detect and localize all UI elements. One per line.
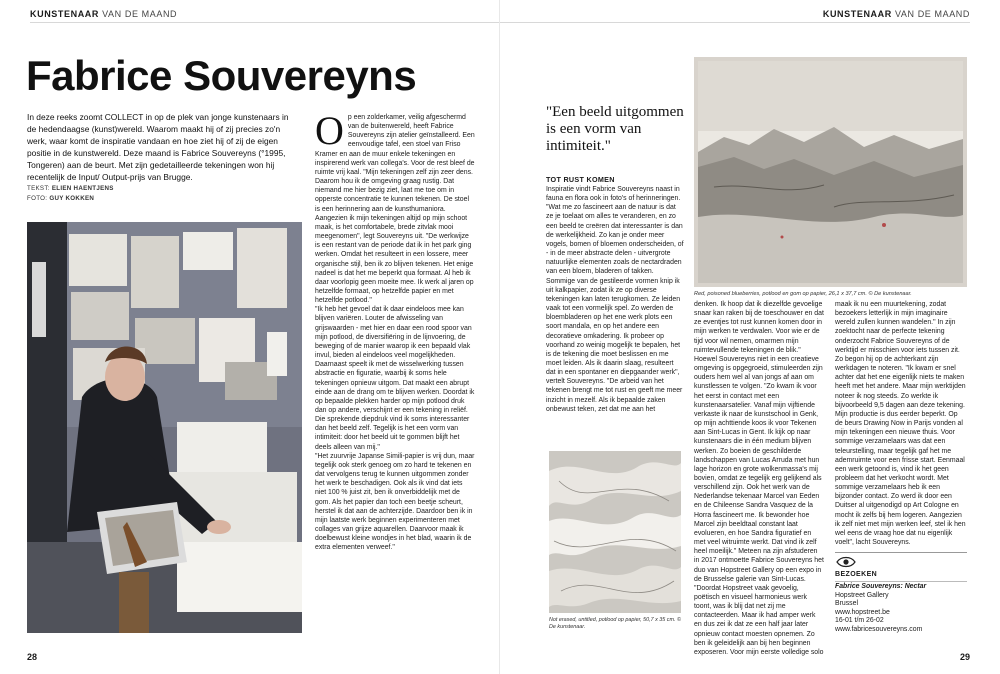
body-paragraph: "Het zuurvrije Japanse Simili-papier is vrij dun, maar tegelijk ook sterk genoeg om zo hard te tekenen en dat vervolgens terug te kunnen uitgommen zonder het werk te beschadigen. Ook als ik vind dat iets niet 100 % juist zit, ben ik onverbiddelijk met de gom. Als het papier dan toch een beetje scheurt, herstel ik dat aan de achterzijde. Daardoor ben ik in mijn laatste werk beginnen experimenteren met collages van grijze aquarellen. Daarvoor maak ik doelbewust kleine wondjes in het blad, waarin ik de extra elementen verweef." — [315, 452, 475, 552]
exhibition-title: Fabrice Souvereyns: Nectar — [835, 583, 927, 590]
artist-portrait-photo — [27, 222, 302, 633]
running-head-light: VAN DE MAAND — [102, 9, 178, 19]
intro-paragraph: In deze reeks zoomt COLLECT in op de plek van jonge kunstenaars in de hedendaagse (kunst)wereld. Waarom maakt hij of zij precies zo'n werk, waar komt de inspiratie vandaan en hoe ziet hij of zij de eigen positie in de kunstwereld. Deze maand is Fabrice Souvereyns (°1995, Tongeren) aan de beurt. Met zijn gedetailleerde tekeningen won hij recentelijk de Input/ Output-prijs van Brugge. — [27, 112, 289, 182]
body-column-2: Inspiratie vindt Fabrice Souvereyns naast in fauna en flora ook in foto's of herinneringen. "Wat me zo fascineert aan de natuur is dat ze je toelaat om alles te veranderen, en zo een beeld te creëren dat interessanter is dan de werkelijkheid. Zo kan je onder meer vogels, bomen of bloemen onderscheiden, of - in de meer abstracte delen - uitvergrote natuurlijke elementen zoals de nectardraden van een bloem, bladeren of takken. Sommige van de gestileerde vormen knip ik uit kalkpapier, zodat ik ze op diverse tekeningen kan laten terugkomen. Ze leiden vaak tot een vormelijk spel. Zo werden de bloembladeren op het ene werk plots een soort mandala, en op het andere een decoratieve omkadering. Ik probeer op voorhand zo weinig mogelijk te bepalen, het is de tekening die moet beslissen en me moet leiden. Als ik daarin slaag, resulteert dat in een spontaner en diepgaander werk", vertelt Souvereyns. "De arbeid van het tekenen brengt me tot rust en geeft me meer inzicht in mezelf. Als ik bepaalde zaken onbewust teken, zet dat me aan het — [546, 186, 684, 413]
visit-info — [835, 583, 926, 635]
gallery-name: Hopstreet Gallery — [835, 591, 889, 599]
running-head-strong: KUNSTENAAR — [30, 9, 99, 19]
visit-label: BEZOEKEN — [835, 571, 878, 578]
credits-photo-value: GUY KOKKEN — [49, 195, 95, 202]
artwork-caption-2: Not erased, untitled, potlood op papier, 50,7 x 35 cm. © De kunstenaar. — [549, 617, 681, 630]
running-head-light: VAN DE MAAND — [894, 9, 970, 19]
credits-text-label: TEKST: — [27, 185, 50, 192]
credits — [27, 184, 114, 204]
artwork-caption-1: Red, poisoned blueberries, potlood en gom op papier, 26,1 x 37,7 cm. © De kunstenaar. — [694, 291, 912, 297]
body-paragraph: p een zolderkamer, veilig afgeschermd van de buitenwereld, heeft Fabrice Souvereyns zijn atelier geïnstalleerd. Een eenvoudige tafel, een stoel van Friso Kramer en aan de muur enkele tekeningen en inspirerend werk van collega's. Voor de rest bleef de ruimte vrij kaal. "Mijn tekeningen zelf zijn zeer dens. Daarom hou ik de omgeving graag rustig. Dat niemand me hier bezig ziet, laat me toe om in opperste concentratie te kunnen tekenen. De stoel is een herinnering aan de kunsthumaniora. Aangezien ik mijn tekeningen altijd op mijn schoot maak, is het comfortabele, brede zitvlak mooi meegenomen", legt Souvereyns uit. "De werkwijze is een restant van de periode dat ik in het park ging werken. Omdat het resulteert in een lossere, meer organische stijl, ben ik zo blijven tekenen. Het enige nadeel is dat het me beperkt qua formaat. Al heb ik daar voorlopig geen moeite mee. Ik werk al jaren op hetzelfde formaat, op hetzelfde papier en met hetzelfde potlood." — [315, 114, 475, 305]
exhibition-dates: 16-01 t/m 26-02 — [835, 617, 884, 625]
artwork-red-poisoned-blueberries — [694, 57, 967, 287]
head-rule — [30, 22, 499, 23]
gallery-website-link[interactable]: www.hopstreet.be — [835, 608, 890, 616]
gallery-city: Brussel — [835, 600, 858, 608]
artist-website-link[interactable]: www.fabricesouvereyns.com — [835, 625, 923, 633]
credits-text-value: ELIEN HAENTJENS — [51, 185, 114, 192]
running-head-strong: KUNSTENAAR — [822, 9, 892, 19]
body-column-1 — [315, 108, 475, 553]
pull-quote: "Een beeld uitgommen is een vorm van intimiteit." — [546, 104, 684, 154]
artwork-not-erased-untitled — [549, 451, 681, 613]
drop-cap: O — [315, 108, 344, 153]
body-column-4: maak ik nu een muurtekening, zodat bezoekers letterlijk in mijn imaginaire wereld zullen kunnen wandelen." In zijn zoektocht naar de perfecte tekening onderzocht Fabrice Souvereyns of de werktijd er misschien voor iets tussen zit. Zo begon hij op de achterkant zijn werkdagen te noteren. "Ik kwam er snel achter dat het ene eigenlijk niets te maken heeft met het andere. Maar mijn werktijden noteer ik nog steeds. Zo werkte ik bijvoorbeeld 9,5 dagen aan deze tekening. Mijn productie is dus eerder beperkt. Op de beurs Drawing Now in Parijs vonden al mijn tekeningen een nieuwe thuis. Voor sommige verzamelaars was dat een teleurstelling, maar tegelijk gaf het me ademruimte voor een frisse start. Eenmaal een werk getoond is, vind ik het geen probleem dat het verkocht wordt. Met sommige verzamelaars heb ik een bijzonder contact. Zo werd ik door een Duitser al uitgenodigd op Art Cologne en mocht ik zelfs bij hem logeren. Aangezien ik zelf niet met mijn werken leef, stel ik hen wel eens de vraag hoe dat nu eigenlijk voelt", lacht Souvereyns. — [835, 301, 966, 547]
page-number-left: 28 — [27, 652, 38, 662]
eye-icon — [836, 556, 856, 568]
running-head-left — [30, 9, 177, 19]
body-paragraph: "Ik heb het gevoel dat ik daar eindeloos mee kan blijven variëren. Louter de afwisseling van grijswaarden - met hier en daar een rood spoor van mijn potlood, de diversifiëring in de lijnvoering, de beweging of de manier waarop ik een bepaald vlak invul, bieden al eindeloos veel mogelijkheden. Daarnaast speelt ik met de wisselwerking tussen abstractie en figuratie, waarbij ik soms hele tekeningen opnieuw uitgom. Dat maakt een abrupt einde aan de drang om te blijven werken. Doordat ik op bepaalde plekken harder op mijn potlood druk dan op andere, verschijnt er een tekening in reliëf. Die sprekende diepdruk vind ik soms interessanter dan het beeld zelf. Tegelijk is het een vorm van intimiteit: door het beeld uit te gommen blijft het deels alleen van mij." — [315, 306, 475, 451]
section-subhead: TOT RUST KOMEN — [546, 175, 615, 184]
visit-rule-bottom — [835, 581, 967, 582]
running-head-right — [823, 9, 970, 19]
body-column-3: denken. Ik hoop dat ik diezelfde gevoelige snaar kan raken bij de toeschouwer en dat ze eventjes tot rust kunnen komen door in mijn werken te verdwalen. Voor wie er de tijd voor wil nemen, omarmen mijn ruimtevullende tekeningen de blik." Hoewel Souvereyns niet in een creatieve omgeving is opgegroeid, stimuleerden zijn ouders hem wel al van jongs af aan om kunstlessen te volgen. "Zo kwam ik voor het eerst in contact met een kunstenaarsatelier. Vanaf mijn vijftiende verkaste ik naar de kunstschool in Genk, op mijn achttiende koos ik voor Tekenen aan Sint-Lucas in Gent. Ik kijk op naar kunstenaars die in één medium blijven werken. Zo boeien de geschilderde landschappen van Lucas Arruda met hun lage horizon en grote wolkenmassa's mij bovien, omdat ze tegelijk erg gelijkend als verschillend zijn. Ook het werk van de Nederlandse tekenaar Marcel van Eeden en de Chileense Sandra Vasquez de la Horra fascineert me. Ik bewonder hoe Marcel zijn beeldtaal constant laat evolueren, en hoe Sandra figuratief en met veel witruimte werkt. Dat vind ik zelf heel moeilijk." Meteen na zijn afstuderen in 2017 ontmoette Fabrice Souvereyns het duo van Hopstreet Gallery op een expo in de Brusselse galerie van Sint-Lucas. "Doordat Hopstreet vaak gevoelig, poëtisch en visueel harmonieus werk toont, was ik blij dat net zij me contacteerden. Maar ik had amper werk en dus zei ik dat ze een half jaar later opnieuw contact moesten opnemen. Zo ben ik geleidelijk aan bij hen beginnen exposeren. Voor mijn eerste volledige solo — [694, 301, 824, 656]
head-rule — [500, 22, 970, 23]
visit-rule-top — [835, 552, 967, 553]
page-number-right: 29 — [959, 652, 970, 662]
page-title: Fabrice Souvereyns — [26, 52, 417, 99]
credits-photo-label: FOTO: — [27, 195, 48, 202]
